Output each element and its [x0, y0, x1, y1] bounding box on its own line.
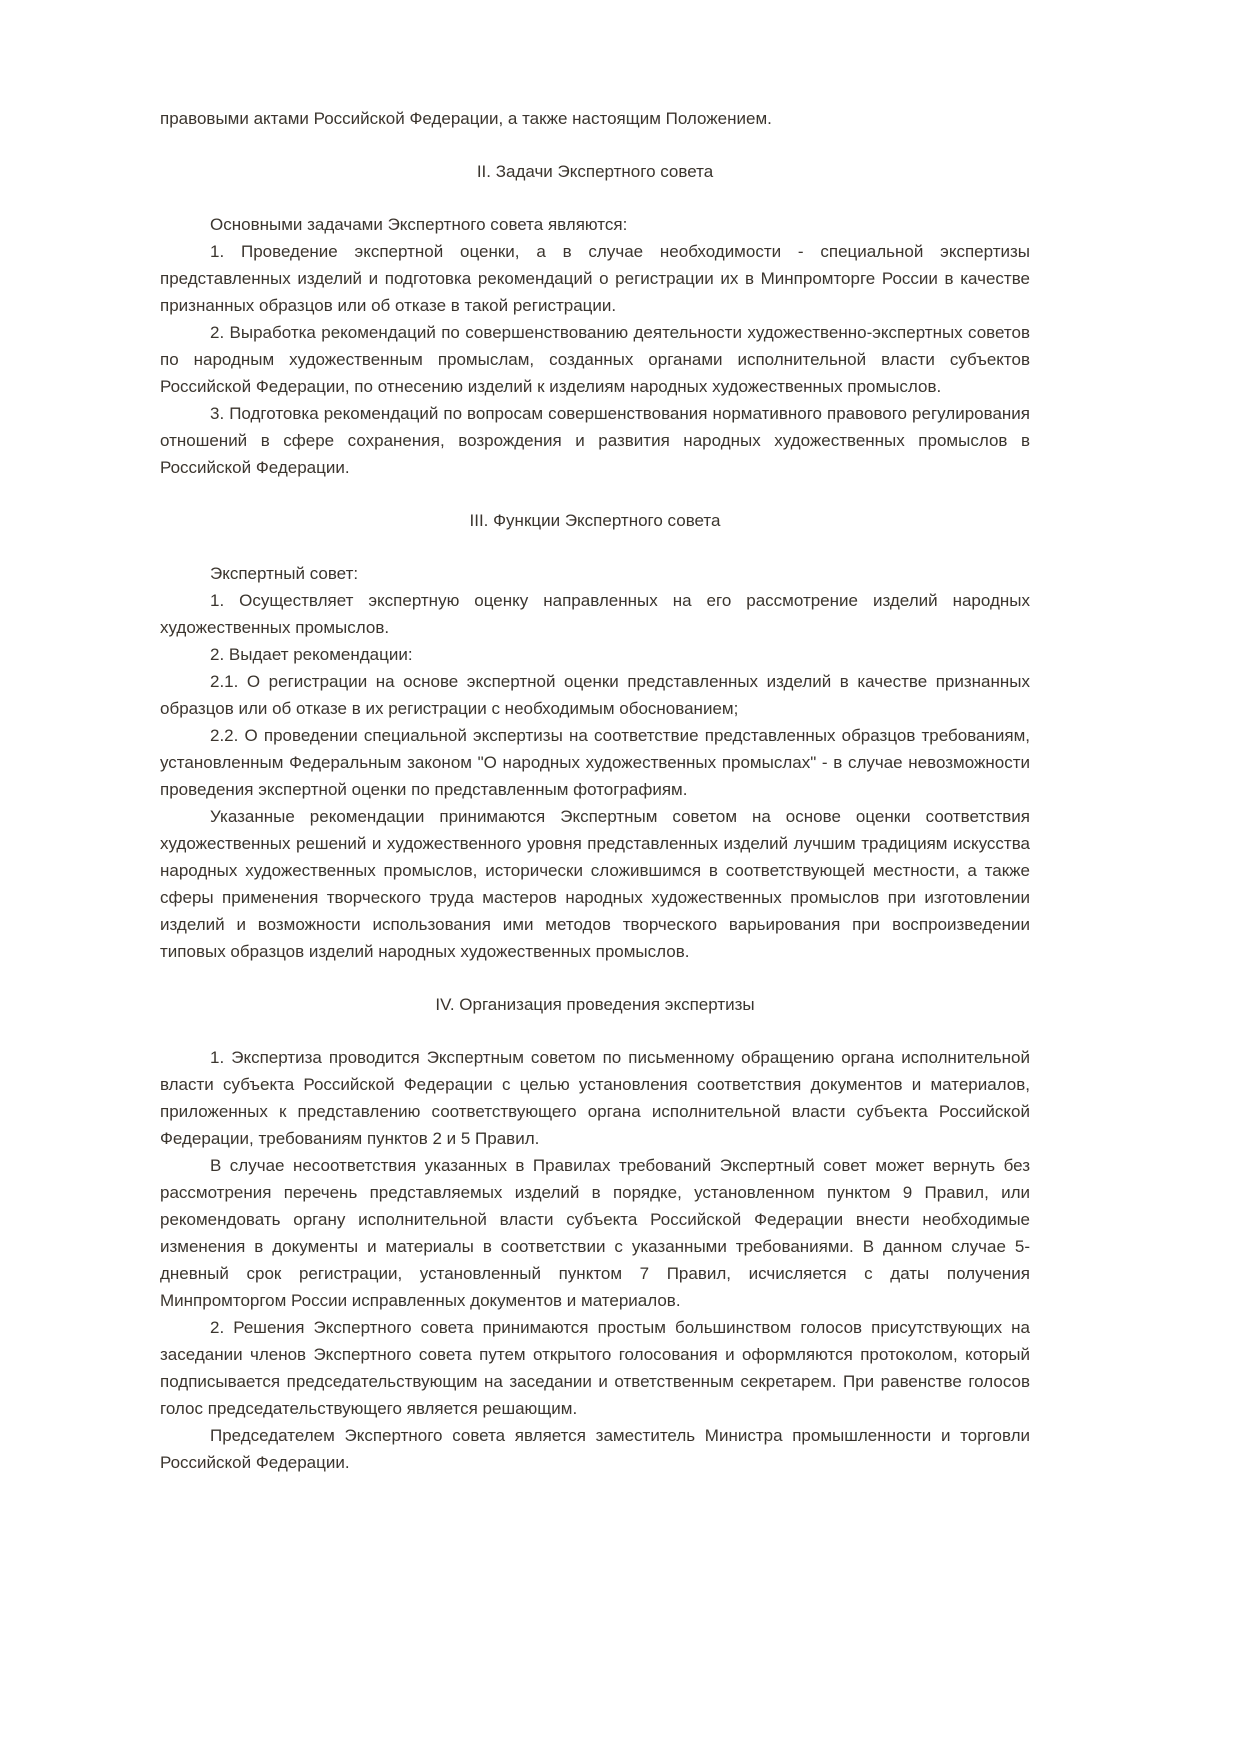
section-heading: III. Функции Экспертного совета	[469, 511, 721, 530]
paragraph: 2.1. О регистрации на основе экспертной оценки представленных изделий в качестве признанных образцов или об отказе в их регистрации с необходимым обоснованием;	[160, 672, 1030, 718]
section-heading: IV. Организация проведения экспертизы	[435, 995, 755, 1014]
paragraph: Экспертный совет:	[210, 564, 359, 583]
paragraph: 1. Осуществляет экспертную оценку направленных на его рассмотрение изделий народных художественных промыслов.	[160, 591, 1030, 637]
paragraph: 2.2. О проведении специальной экспертизы на соответствие представленных образцов требованиям, установленным Федеральным законом "О народных художественных промыслах" - в случае невозможности проведения экспертной оценки по представленным фотографиям.	[160, 726, 1030, 799]
section-heading: II. Задачи Экспертного совета	[476, 162, 714, 181]
paragraph: Председателем Экспертного совета является заместитель Министра промышленности и торговли Российской Федерации.	[160, 1426, 1030, 1472]
paragraph: 1. Проведение экспертной оценки, а в случае необходимости - специальной экспертизы представленных изделий и подготовка рекомендаций о регистрации их в Минпромторге России в качестве признанных образцов или об отказе в такой регистрации.	[160, 242, 1030, 315]
paragraph: 2. Выдает рекомендации:	[210, 645, 413, 664]
paragraph: Основными задачами Экспертного совета являются:	[210, 215, 628, 234]
paragraph: 2. Решения Экспертного совета принимаются простым большинством голосов присутствующих на заседании членов Экспертного совета путем открытого голосования и оформляются протоколом, который подписывается председательствующим на заседании и ответственным секретарем. При равенстве голосов голос председательствующего является решающим.	[160, 1318, 1030, 1418]
paragraph: В случае несоответствия указанных в Правилах требований Экспертный совет может вернуть без рассмотрения перечень представляемых изделий в порядке, установленном пунктом 9 Правил, или рекомендовать органу исполнительной власти субъекта Российской Федерации внести необходимые изменения в документы и материалы в соответствии с указанными требованиями. В данном случае 5-дневный срок регистрации, установленный пунктом 7 Правил, исчисляется с даты получения Минпромторгом России исправленных документов и материалов.	[160, 1156, 1030, 1310]
document-body	[160, 105, 1030, 1476]
paragraph: 1. Экспертиза проводится Экспертным советом по письменному обращению органа исполнительной власти субъекта Российской Федерации с целью установления соответствия документов и материалов, приложенных к представлению соответствующего органа исполнительной власти субъекта Российской Федерации, требованиям пунктов 2 и 5 Правил.	[160, 1048, 1030, 1148]
paragraph: 3. Подготовка рекомендаций по вопросам совершенствования нормативного правового регулирования отношений в сфере сохранения, возрождения и развития народных художественных промыслов в Российской Федерации.	[160, 404, 1030, 477]
paragraph: 2. Выработка рекомендаций по совершенствованию деятельности художественно-экспертных советов по народным художественным промыслам, созданных органами исполнительной власти субъектов Российской Федерации, по отнесению изделий к изделиям народных художественных промыслов.	[160, 323, 1030, 396]
paragraph: правовыми актами Российской Федерации, а также настоящим Положением.	[160, 109, 772, 128]
paragraph: Указанные рекомендации принимаются Экспертным советом на основе оценки соответствия художественных решений и художественного уровня представленных изделий лучшим традициям искусства народных художественных промыслов, исторически сложившимся в соответствующей местности, а также сферы применения творческого труда мастеров народных художественных промыслов при изготовлении изделий и возможности использования ими методов творческого варьирования при воспроизведении типовых образцов изделий народных художественных промыслов.	[160, 807, 1030, 961]
